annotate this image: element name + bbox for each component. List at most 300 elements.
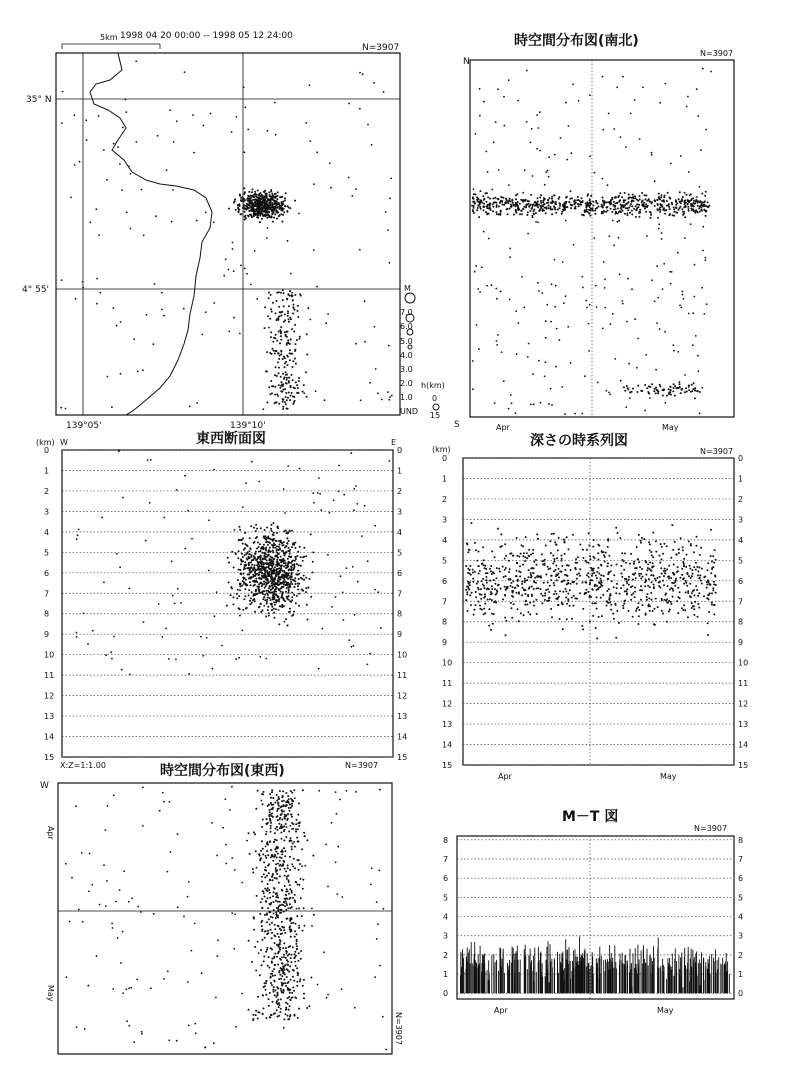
ewt-dot — [263, 861, 265, 863]
epicenter-dot — [288, 293, 290, 295]
depth-time-dot — [561, 560, 563, 562]
section-dot — [275, 582, 277, 584]
epicenter-dot — [157, 135, 159, 137]
epicenter-dot — [254, 191, 256, 193]
ewt-dot — [217, 939, 219, 941]
epicenter-dot — [259, 215, 261, 217]
ns-dot — [594, 172, 596, 174]
section-dot — [291, 596, 293, 598]
section-dot — [261, 575, 263, 577]
ewt-dot — [259, 855, 261, 857]
ewt-dot — [285, 792, 287, 794]
ewt-dot — [288, 798, 290, 800]
section-dot — [239, 569, 241, 571]
ewt-dot — [286, 826, 288, 828]
epicenter-dot — [287, 315, 289, 317]
epicenter-dot — [266, 205, 268, 207]
ewt-dot — [276, 986, 278, 988]
section-dot — [239, 529, 241, 531]
ewt-dot — [280, 967, 282, 969]
ns-dot — [561, 213, 563, 215]
dt-unit: (km) — [432, 445, 451, 454]
epicenter-dot — [285, 192, 287, 194]
ewt-dot — [269, 811, 271, 813]
ewt-dot — [299, 978, 301, 980]
section-dot — [250, 584, 252, 586]
depth-time-dot — [607, 562, 609, 564]
ewt-dot — [266, 949, 268, 951]
depth-time-dot — [706, 584, 708, 586]
depth-time-dot — [670, 587, 672, 589]
ewt-dot — [304, 865, 306, 867]
ewt-dot — [113, 795, 115, 797]
epicenter-dot — [233, 202, 235, 204]
ns-dot — [687, 199, 689, 201]
section-dot — [273, 570, 275, 572]
epicenter-dot — [288, 321, 290, 323]
ns-dot — [584, 375, 586, 377]
ns-dot — [544, 207, 546, 209]
ewt-dot — [265, 855, 267, 857]
depth-time-dot — [628, 576, 630, 578]
section-dot — [119, 566, 121, 568]
section-dot — [303, 547, 305, 549]
section-dot — [353, 488, 355, 490]
epicenter-dot — [282, 358, 284, 360]
epicenter-dot — [120, 321, 122, 323]
ns-dot — [542, 205, 544, 207]
section-dot — [278, 600, 280, 602]
epicenter-dot — [70, 197, 72, 199]
depth-time-dot — [659, 576, 661, 578]
section-dot — [248, 557, 250, 559]
epicenter-dot — [290, 339, 292, 341]
ewt-dot — [269, 819, 271, 821]
section-dot — [76, 636, 78, 638]
ewt-dot — [325, 844, 327, 846]
ewt-dot — [270, 982, 272, 984]
epicenter-dot — [364, 300, 366, 302]
epicenter-dot — [381, 399, 383, 401]
ewt-dot — [76, 1026, 78, 1028]
section-dot — [265, 582, 267, 584]
ew-section-panel — [36, 430, 407, 770]
ns-dot — [517, 201, 519, 203]
ns-dot — [513, 204, 515, 206]
section-dot — [256, 564, 258, 566]
ns-dot — [566, 206, 568, 208]
depth-time-dot — [609, 601, 611, 603]
ewt-dot — [285, 836, 287, 838]
ewt-dot — [262, 848, 264, 850]
section-dot — [216, 591, 218, 593]
ewt-dot — [261, 840, 263, 842]
epicenter-dot — [283, 305, 285, 307]
ewt-dot — [276, 1009, 278, 1011]
depth-time-dot — [487, 599, 489, 601]
depth-time-dot — [682, 609, 684, 611]
epicenter-dot — [267, 207, 269, 209]
depth-time-dot — [688, 541, 690, 543]
depth-time-dot — [670, 557, 672, 559]
epicenter-dot — [238, 209, 240, 211]
section-dot — [258, 481, 260, 483]
epicenter-dot — [242, 196, 244, 198]
ns-dot — [495, 121, 497, 123]
epicenter-dot — [285, 374, 287, 376]
ns-dot — [658, 228, 660, 230]
section-dot — [312, 571, 314, 573]
depth-time-dot — [566, 564, 568, 566]
epicenter-dot — [309, 140, 311, 142]
depth-time-dot — [485, 579, 487, 581]
ewt-dot — [266, 921, 268, 923]
section-dot — [273, 593, 275, 595]
ns-dot — [697, 205, 699, 207]
ewt-dot — [289, 856, 291, 858]
epicenter-dot — [278, 403, 280, 405]
ew-ytick-right: 6 — [397, 569, 402, 578]
epicenter-dot — [135, 60, 137, 62]
ewt-dot — [269, 840, 271, 842]
ewt-dot — [88, 890, 90, 892]
ns-dot — [626, 207, 628, 209]
ns-dot — [554, 195, 556, 197]
section-dot — [239, 583, 241, 585]
depth-time-dot — [651, 567, 653, 569]
ns-dot — [567, 326, 569, 328]
section-dot — [374, 525, 376, 527]
ns-dot — [475, 133, 477, 135]
epicenter-dot — [277, 191, 279, 193]
dt-ytick-left: 14 — [442, 741, 452, 750]
depth-time-dot — [505, 620, 507, 622]
epicenter-dot — [280, 385, 282, 387]
ewt-dot — [255, 970, 257, 972]
ewt-dot — [294, 930, 296, 932]
ns-spacetime-panel — [454, 32, 734, 432]
depth-time-dot — [531, 594, 533, 596]
section-dot — [298, 605, 300, 607]
section-dot — [269, 573, 271, 575]
ewt-dot — [300, 950, 302, 952]
ns-dot — [626, 385, 628, 387]
depth-time-dot — [535, 559, 537, 561]
depth-time-dot — [600, 584, 602, 586]
ns-dot — [525, 199, 527, 201]
epicenter-dot — [111, 406, 113, 408]
section-dot — [269, 538, 271, 540]
ew-ytick-right: 14 — [397, 733, 407, 742]
ewt-dot — [335, 791, 337, 793]
depth-time-dot — [469, 594, 471, 596]
ns-dot — [691, 204, 693, 206]
ewt-dot — [293, 789, 295, 791]
ns-dot — [613, 209, 615, 211]
ns-dot — [521, 276, 523, 278]
ns-dot — [525, 206, 527, 208]
section-dot — [267, 544, 269, 546]
ns-dot — [707, 201, 709, 203]
section-dot — [266, 537, 268, 539]
ns-dot — [684, 216, 686, 218]
epicenter-dot — [270, 190, 272, 192]
ns-dot — [630, 203, 632, 205]
ns-dot — [673, 208, 675, 210]
ewt-dot — [284, 973, 286, 975]
ns-dot — [519, 213, 521, 215]
section-dot — [263, 605, 265, 607]
epicenter-dot — [259, 221, 261, 223]
ns-dot — [530, 194, 532, 196]
section-dot — [121, 669, 123, 671]
epicenter-dot — [287, 340, 289, 342]
ewt-dot — [284, 868, 286, 870]
epicenter-dot — [294, 350, 296, 352]
ns-dot — [701, 209, 703, 211]
ns-dot — [532, 205, 534, 207]
epicenter-dot — [292, 403, 294, 405]
ns-dot — [587, 193, 589, 195]
ewt-dot — [263, 956, 265, 958]
dt-ytick-right: 1 — [738, 474, 743, 483]
epicenter-dot — [260, 211, 262, 213]
ewt-dot — [216, 855, 218, 857]
ewt-dot — [274, 974, 276, 976]
depth-time-dot — [514, 587, 516, 589]
epicenter-dot — [285, 371, 287, 373]
ns-dot — [659, 386, 661, 388]
ns-dot — [670, 283, 672, 285]
section-dot — [291, 599, 293, 601]
ns-dot — [661, 206, 663, 208]
epicenter-dot — [271, 213, 273, 215]
epicenter-dot — [290, 395, 292, 397]
depth-time-dot — [530, 572, 532, 574]
ewt-dot — [277, 933, 279, 935]
epicenter-dot — [273, 209, 275, 211]
ns-dot — [637, 385, 639, 387]
depth-time-dot — [557, 549, 559, 551]
epicenter-dot — [137, 371, 139, 373]
depth-time-dot — [526, 552, 528, 554]
section-dot — [278, 546, 280, 548]
epicenter-dot — [171, 221, 173, 223]
depth-time-dot — [556, 557, 558, 559]
ns-dot — [650, 217, 652, 219]
depth-time-dot — [652, 556, 654, 558]
ns-dot — [532, 216, 534, 218]
section-dot — [239, 585, 241, 587]
depth-time-dot — [467, 568, 469, 570]
ns-dot — [644, 410, 646, 412]
section-dot — [270, 599, 272, 601]
depth-time-dot — [596, 608, 598, 610]
depth-time-dot — [601, 551, 603, 553]
depth-time-dot — [621, 576, 623, 578]
depth-time-dot — [591, 575, 593, 577]
ns-dot — [570, 207, 572, 209]
depth-time-dot — [699, 567, 701, 569]
section-dot — [238, 569, 240, 571]
epicenter-dot — [306, 354, 308, 356]
ewt-dot — [268, 863, 270, 865]
ns-dot — [547, 170, 549, 172]
section-dot — [251, 591, 253, 593]
ns-dot — [540, 402, 542, 404]
section-dot — [296, 563, 298, 565]
ns-dot — [686, 194, 688, 196]
ns-dot — [639, 212, 641, 214]
depth-time-dot — [549, 585, 551, 587]
depth-time-dot — [508, 578, 510, 580]
depth-time-dot — [542, 560, 544, 562]
dt-ytick-left: 2 — [442, 495, 447, 504]
epicenter-dot — [116, 325, 118, 327]
depth-time-dot — [592, 546, 594, 548]
epicenter-dot — [325, 322, 327, 324]
ns-dot — [564, 413, 566, 415]
depth-time-dot — [679, 577, 681, 579]
ewt-dot — [289, 810, 291, 812]
section-dot — [293, 611, 295, 613]
dt-ytick-right: 7 — [738, 597, 743, 606]
ns-dot — [550, 206, 552, 208]
ewt-dot — [297, 859, 299, 861]
ewt-dot — [280, 978, 282, 980]
depth-time-dot — [526, 579, 528, 581]
epicenter-dot — [268, 211, 270, 213]
section-dot — [258, 546, 260, 548]
ns-dot — [540, 194, 542, 196]
ewt-dot — [274, 953, 276, 955]
section-dot — [287, 624, 289, 626]
ewt-dot — [187, 896, 189, 898]
depth-time-dot — [616, 610, 618, 612]
ns-dot — [705, 129, 707, 131]
ewt-dot — [287, 907, 289, 909]
depth-time-dot — [556, 544, 558, 546]
depth-time-dot — [505, 555, 507, 557]
depth-time-dot — [699, 574, 701, 576]
ewt-dot — [125, 988, 127, 990]
depth-time-dot — [623, 560, 625, 562]
depth-time-dot — [581, 625, 583, 627]
depth-time-dot — [524, 578, 526, 580]
ewt-dot — [274, 924, 276, 926]
depth-time-dot — [517, 585, 519, 587]
section-dot — [291, 615, 293, 617]
section-dot — [235, 552, 237, 554]
ns-dot — [625, 199, 627, 201]
ewt-dot — [263, 791, 265, 793]
ns-dot — [679, 191, 681, 193]
depth-time-dot — [472, 572, 474, 574]
section-dot — [264, 599, 266, 601]
epicenter-dot — [275, 334, 277, 336]
epicenter-dot — [154, 283, 156, 285]
ewt-dot — [281, 819, 283, 821]
ewt-dot — [310, 977, 312, 979]
depth-time-dot — [491, 588, 493, 590]
ns-dot — [663, 201, 665, 203]
epicenter-dot — [286, 379, 288, 381]
depth-time-dot — [575, 558, 577, 560]
epicenter-dot — [135, 141, 137, 143]
depth-time-dot — [666, 568, 668, 570]
ns-dot — [705, 215, 707, 217]
depth-time-dot — [663, 575, 665, 577]
ewt-dot — [270, 825, 272, 827]
depth-time-dot — [670, 601, 672, 603]
ns-dot — [555, 212, 557, 214]
epicenter-dot — [280, 292, 282, 294]
depth-time-dot — [683, 583, 685, 585]
epicenter-dot — [271, 385, 273, 387]
depth-time-dot — [642, 604, 644, 606]
depth-time-dot — [651, 581, 653, 583]
section-dot — [284, 547, 286, 549]
ewt-dot — [278, 798, 280, 800]
epicenter-dot — [250, 198, 252, 200]
section-dot — [263, 566, 265, 568]
epicenter-dot — [275, 193, 277, 195]
epicenter-dot — [269, 195, 271, 197]
ns-dot — [673, 383, 675, 385]
depth-time-dot — [711, 604, 713, 606]
depth-time-dot — [509, 568, 511, 570]
ewt-dot — [286, 878, 288, 880]
epicenter-dot — [201, 334, 203, 336]
ewt-dot — [300, 897, 302, 899]
ewt-dot — [286, 904, 288, 906]
section-dot — [240, 559, 242, 561]
dt-ytick-left: 3 — [442, 515, 447, 524]
depth-time-dot — [687, 573, 689, 575]
depth-time-dot — [613, 586, 615, 588]
ewt-dot — [270, 849, 272, 851]
ewt-dot — [298, 960, 300, 962]
epicenter-dot — [290, 273, 292, 275]
ns-dot — [631, 205, 633, 207]
epicenter-dot — [193, 152, 195, 154]
ewt-dot — [317, 984, 319, 986]
ns-dot — [658, 193, 660, 195]
epicenter-dot — [294, 200, 296, 202]
ns-dot — [568, 201, 570, 203]
ewt-dot — [285, 850, 287, 852]
depth-time-dot — [693, 589, 695, 591]
ns-dot — [486, 201, 488, 203]
epicenter-dot — [276, 218, 278, 220]
ns-dot — [507, 213, 509, 215]
ewt-dot — [150, 987, 152, 989]
ns-dot — [509, 248, 511, 250]
ewt-dot — [281, 904, 283, 906]
ns-dot — [478, 216, 480, 218]
epicenter-dot — [294, 387, 296, 389]
section-dot — [312, 561, 314, 563]
ewt-dot — [137, 906, 139, 908]
ns-dot — [639, 209, 641, 211]
dt-ytick-right: 14 — [738, 741, 748, 750]
section-dot — [287, 565, 289, 567]
ewt-dot — [269, 992, 271, 994]
ewt-dot — [295, 933, 297, 935]
depth-time-dot — [582, 608, 584, 610]
section-dot — [255, 530, 257, 532]
ns-dot — [663, 388, 665, 390]
